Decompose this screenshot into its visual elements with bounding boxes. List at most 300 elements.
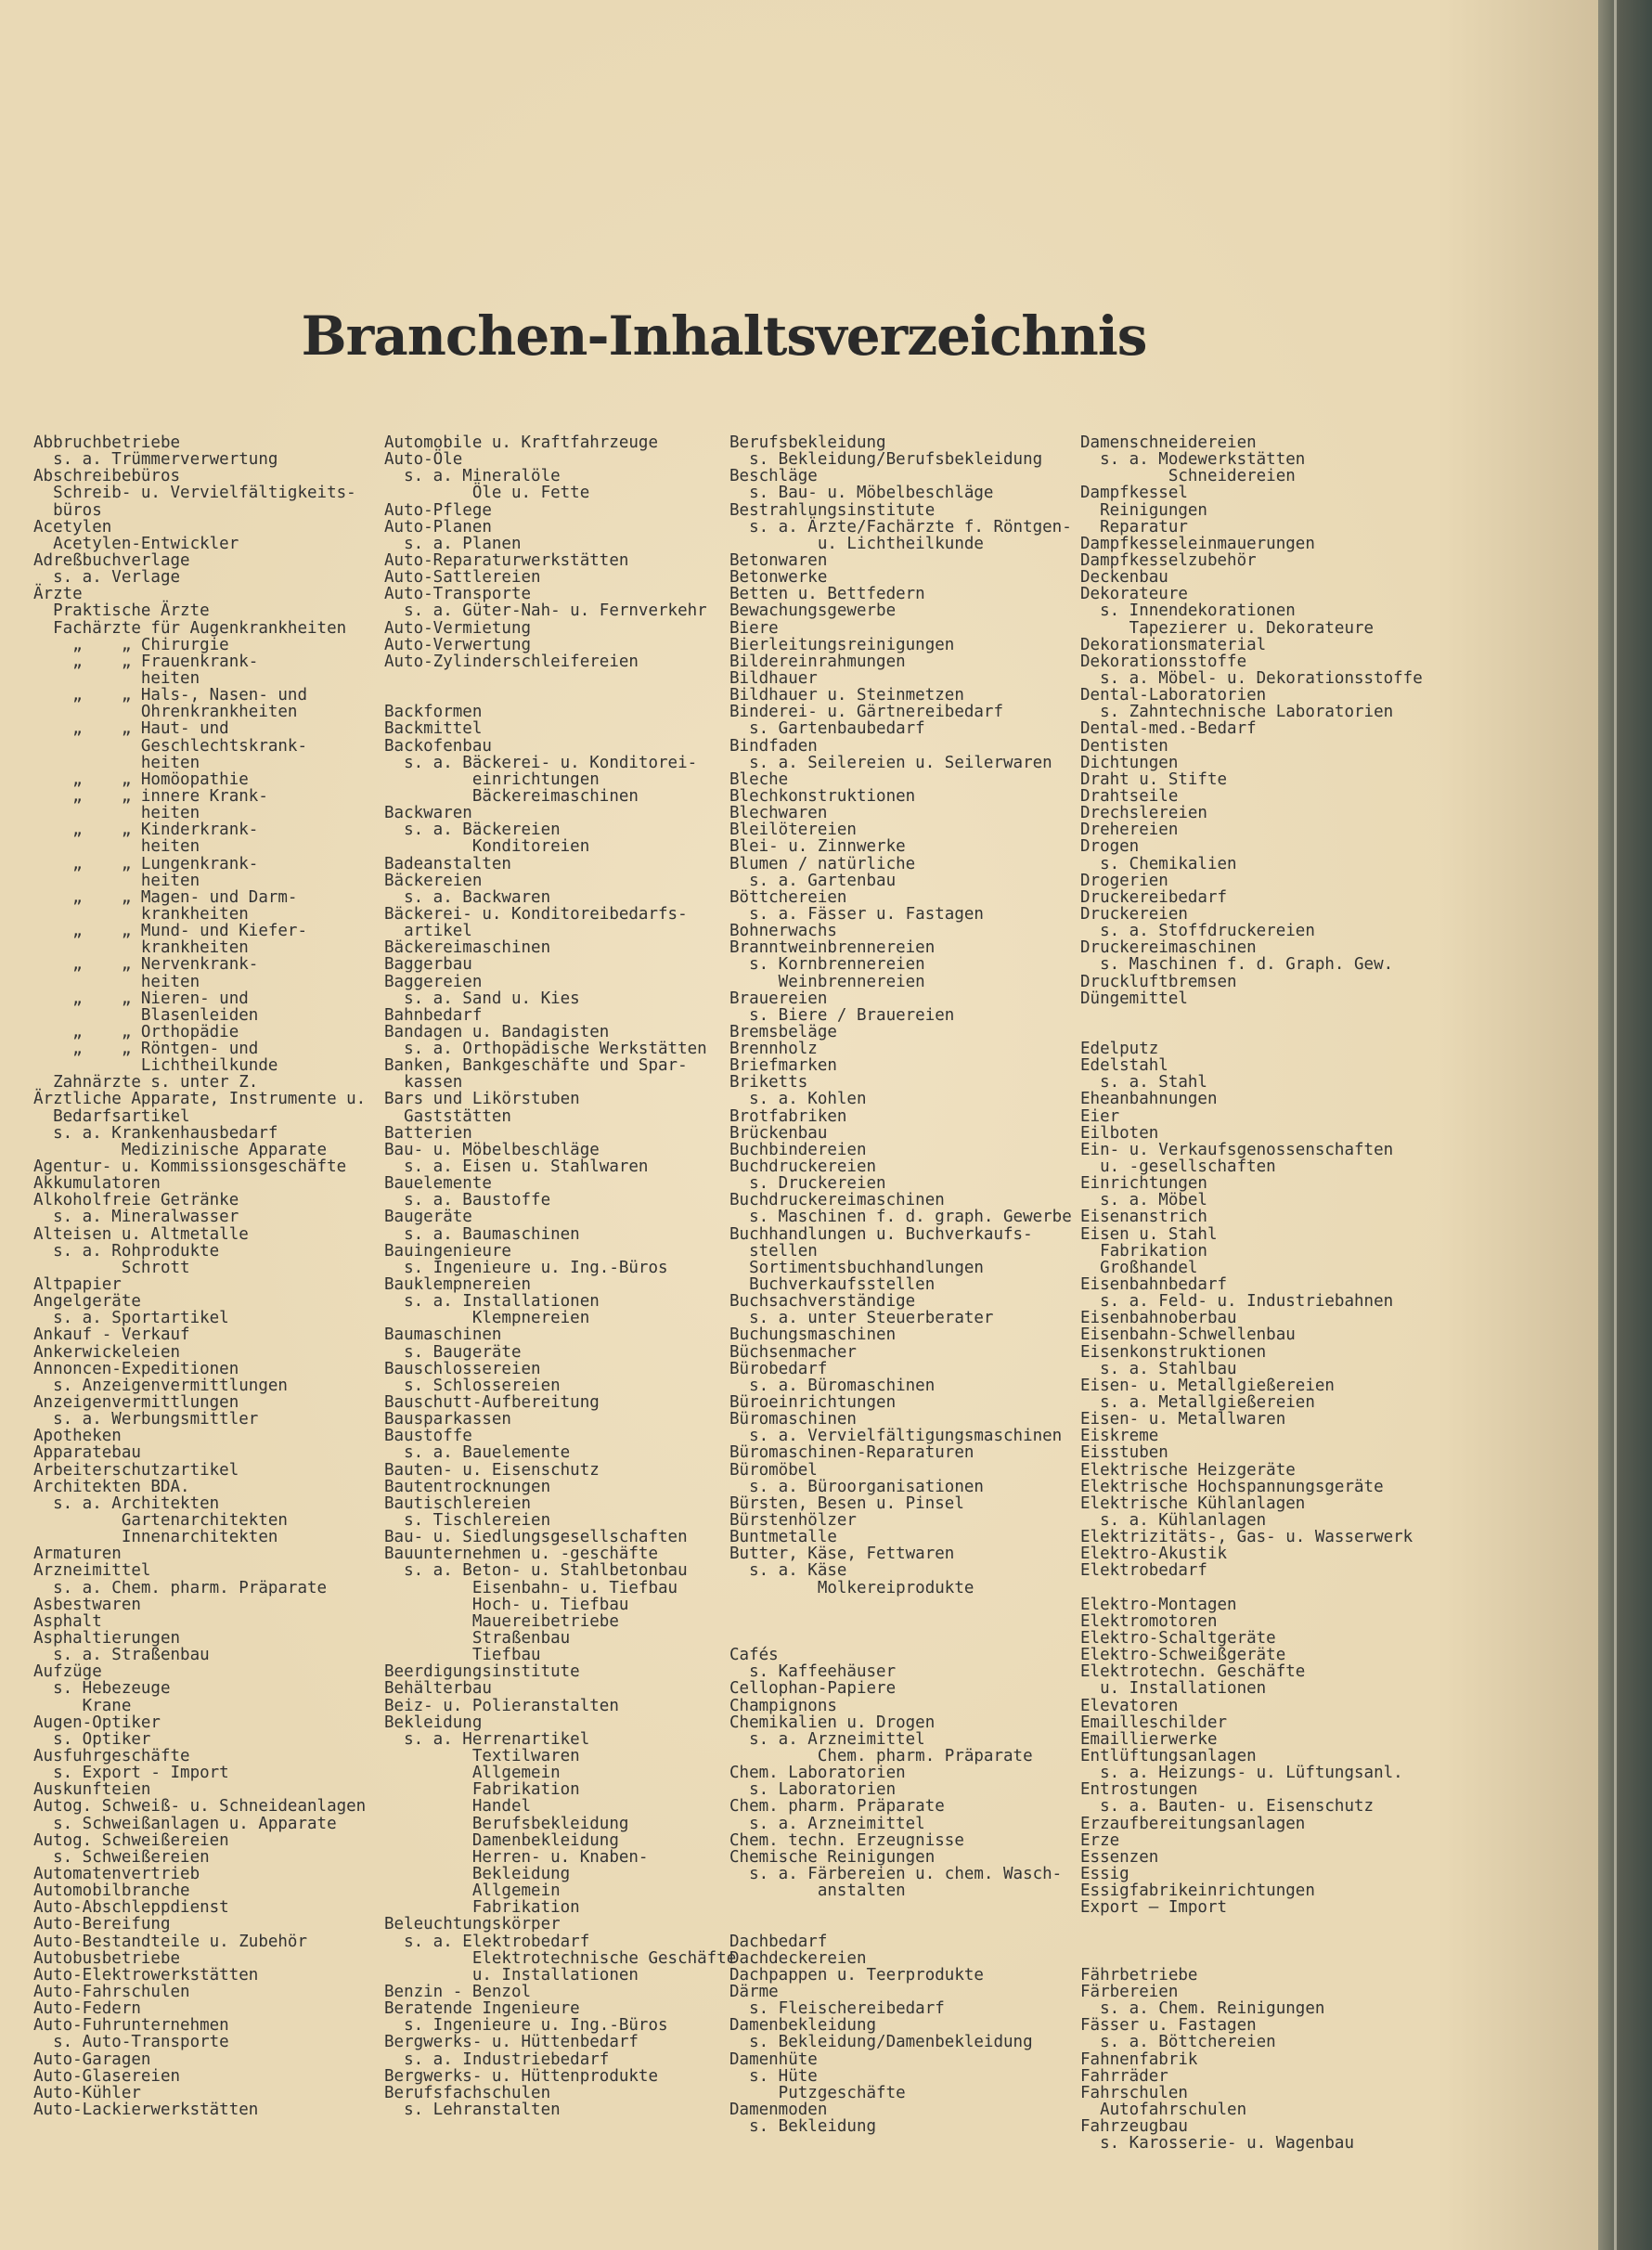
index-entry: s. Schlossereien [384, 1376, 561, 1395]
index-entry: Elektrobedarf [1080, 1561, 1207, 1581]
index-entry: Buntmetalle [729, 1528, 837, 1547]
index-entry: Beiz- u. Polieranstalten [384, 1696, 619, 1715]
index-entry: heiten [33, 753, 200, 772]
index-entry: Bürobedarf [729, 1359, 828, 1378]
index-entry: Elektromotoren [1080, 1611, 1218, 1631]
index-entry [729, 1630, 1072, 1647]
index-entry: Auto-Kühler [33, 2083, 141, 2102]
index-entry: Büromöbel [729, 1460, 818, 1480]
index-entry: s. Kornbrennereien [729, 955, 925, 975]
index-entry: Auto-Pflege [384, 500, 492, 520]
index-entry: Molkereiprodukte [729, 1578, 974, 1597]
index-entry: Berufsbekleidung [384, 1814, 629, 1833]
index-entry: Bau- u. Möbelbeschläge [384, 1140, 600, 1159]
index-entry: Düngemittel [1080, 989, 1188, 1008]
index-entry: Blei- u. Zinnwerke [729, 837, 906, 857]
index-entry: Bäckerei- u. Konditoreibedarfs- [384, 904, 688, 924]
index-entry: Baugeräte [384, 1208, 472, 1227]
index-entry: Altpapier [33, 1275, 122, 1295]
index-entry: s. Zahntechnische Laboratorien [1080, 703, 1394, 722]
index-entry: Chemikalien u. Drogen [729, 1713, 936, 1732]
index-entry: Dachpappen u. Teerprodukte [729, 1965, 984, 1985]
index-entry: Champignons [729, 1696, 837, 1715]
index-entry: Aufzüge [33, 1662, 102, 1682]
index-entry: s. a. Elektrobedarf [384, 1932, 590, 1951]
index-entry: „ „ Frauenkrank- [33, 652, 259, 671]
index-entry: Klempnereien [384, 1309, 590, 1328]
index-entry: Eisen- u. Metallwaren [1080, 1410, 1286, 1429]
index-entry: Herren- u. Knaben- [384, 1847, 649, 1867]
index-entry: s. a. Mineralwasser [33, 1208, 239, 1227]
index-entry: „ „ Lungenkrank- [33, 854, 259, 873]
index-entry: Blumen / natürliche [729, 854, 916, 873]
index-entry: s. a. Baustoffe [384, 1191, 551, 1210]
index-entry: Drechslereien [1080, 804, 1207, 823]
index-entry: Buchdruckereimaschinen [729, 1191, 945, 1210]
index-column-4 [1080, 434, 1423, 2152]
index-entry: Elektro-Schweißgeräte [1080, 1646, 1286, 1665]
index-entry: Fahrschulen [1080, 2083, 1188, 2102]
index-entry: Bindfaden [729, 736, 818, 756]
index-entry: Automobilbranche [33, 1881, 190, 1901]
index-entry: s. a. Fässer u. Fastagen [729, 904, 984, 924]
index-entry: u. Installationen [384, 1965, 639, 1985]
index-entry: Briketts [729, 1073, 808, 1093]
index-entry: s. a. Heizungs- u. Lüftungsanl. [1080, 1764, 1403, 1783]
index-entry: s. a. Baumaschinen [384, 1224, 580, 1244]
index-entry: Autog. Schweiß- u. Schneideanlagen [33, 1797, 367, 1817]
index-entry: Därme [729, 1982, 779, 2001]
index-entry: Damenbekleidung [384, 1830, 619, 1850]
index-entry: Emailleschilder [1080, 1713, 1228, 1732]
index-entry: Anzeigenvermittlungen [33, 1393, 239, 1413]
index-entry: Elektrizitäts-, Gas- u. Wasserwerk [1080, 1528, 1413, 1547]
index-entry: Bauunternehmen u. -geschäfte [384, 1545, 659, 1564]
index-entry: Bergwerks- u. Hüttenbedarf [384, 2033, 639, 2052]
index-entry: s. Maschinen f. d. Graph. Gew. [1080, 955, 1394, 975]
index-entry: Dampfkesseleinmauerungen [1080, 534, 1315, 553]
index-entry: Eiskreme [1080, 1427, 1159, 1446]
index-entry: Geschlechtskrank- [33, 736, 308, 756]
index-entry: Praktische Ärzte [33, 601, 210, 621]
index-entry: Elektrische Kühlanlagen [1080, 1494, 1306, 1513]
index-entry: s. Fleischereibedarf [729, 1999, 945, 2019]
index-entry: Ein- u. Verkaufsgenossenschaften [1080, 1140, 1394, 1159]
index-entry: s. Kaffeehäuser [729, 1662, 897, 1682]
index-entry: Gaststätten [384, 1106, 511, 1126]
index-entry: Putzgeschäfte [729, 2083, 906, 2102]
index-entry: Büromaschinen [729, 1410, 857, 1429]
index-entry: heiten [33, 871, 200, 890]
index-entry: Auto-Verwertung [384, 635, 532, 654]
index-entry: Schreib- u. Vervielfältigkeits- [33, 484, 356, 503]
index-entry: heiten [33, 837, 200, 857]
index-entry: Ausfuhrgeschäfte [33, 1746, 190, 1765]
index-entry: Krane [33, 1696, 132, 1715]
index-entry: Bau- u. Siedlungsgesellschaften [384, 1528, 688, 1547]
index-entry: s. Tischlereien [384, 1511, 551, 1530]
index-entry: Damenmoden [729, 2100, 828, 2119]
index-entry: Damenschneidereien [1080, 433, 1257, 452]
index-entry: Emaillierwerke [1080, 1729, 1218, 1749]
index-entry: Dental-Laboratorien [1080, 686, 1267, 705]
index-entry: Buchdruckereien [729, 1157, 877, 1177]
index-entry: Erzaufbereitungsanlagen [1080, 1814, 1306, 1833]
index-entry: u. Installationen [1080, 1679, 1267, 1699]
index-entry: Apotheken [33, 1427, 122, 1446]
index-entry: Dekorateure [1080, 585, 1188, 604]
index-entry [1080, 1580, 1423, 1597]
index-entry: s. a. Büroorganisationen [729, 1477, 984, 1496]
index-entry: Elektrische Heizgeräte [1080, 1460, 1296, 1480]
index-entry: Eisenanstrich [1080, 1208, 1207, 1227]
index-entry [729, 1597, 1072, 1613]
index-entry: Bausparkassen [384, 1410, 511, 1429]
index-entry: Eier [1080, 1106, 1120, 1126]
index-entry: s. Bekleidung/Damenbekleidung [729, 2033, 1033, 2052]
index-entry: s. Gartenbaubedarf [729, 719, 925, 739]
index-entry: s. a. Färbereien u. chem. Wasch- [729, 1864, 1063, 1883]
index-entry: Behälterbau [384, 1679, 492, 1699]
index-entry [1080, 1024, 1423, 1041]
index-entry: Deckenbau [1080, 568, 1168, 588]
index-entry: Bauelemente [384, 1174, 492, 1194]
index-entry: Mauereibetriebe [384, 1611, 619, 1631]
index-entry: Fahnenfabrik [1080, 2050, 1198, 2069]
index-entry: Blechwaren [729, 804, 828, 823]
index-entry: Beleuchtungskörper [384, 1915, 561, 1934]
index-entry: Handel [384, 1797, 532, 1817]
index-entry: Auto-Lackierwerkstätten [33, 2100, 259, 2119]
index-entry: Eisstuben [1080, 1443, 1168, 1463]
index-entry: Bauklempnereien [384, 1275, 532, 1295]
index-entry: Auto-Vermietung [384, 618, 532, 638]
index-entry: Chem. techn. Erzeugnisse [729, 1830, 964, 1850]
index-entry [729, 1899, 1072, 1916]
index-entry: „ „ Mund- und Kiefer- [33, 922, 308, 941]
index-entry: Arbeiterschutzartikel [33, 1460, 239, 1480]
index-entry: Eisenbahn- u. Tiefbau [384, 1578, 678, 1597]
index-entry: Essig [1080, 1864, 1129, 1883]
index-entry: Drogen [1080, 837, 1140, 857]
index-entry: Auto-Abschleppdienst [33, 1898, 229, 1918]
index-entry: Fabrikation [384, 1898, 580, 1918]
index-entry: s. Anzeigenvermittlungen [33, 1376, 288, 1395]
book-edge [1598, 0, 1652, 2250]
index-entry: Drehereien [1080, 821, 1179, 840]
index-entry: s. a. Straßenbau [33, 1646, 210, 1665]
index-entry: Blasenleiden [33, 1005, 259, 1025]
index-entry: s. Lehranstalten [384, 2100, 561, 2119]
index-entry: s. a. Verlage [33, 568, 181, 588]
index-entry: „ „ innere Krank- [33, 786, 268, 806]
index-entry: Ankerwickeleien [33, 1342, 181, 1362]
index-entry: Bleilötereien [729, 821, 857, 840]
index-entry: Bleche [729, 769, 789, 789]
index-entry [1080, 1007, 1423, 1024]
index-entry: Chem. Laboratorien [729, 1764, 906, 1783]
index-entry: Straßenbau [384, 1628, 571, 1648]
index-entry: Buchungsmaschinen [729, 1325, 897, 1345]
index-entry: s. a. Metallgießereien [1080, 1393, 1315, 1413]
page-title: Branchen-Inhaltsverzeichnis [301, 304, 1147, 368]
index-entry: Automobile u. Kraftfahrzeuge [384, 433, 659, 452]
index-entry: Auto-Federn [33, 1999, 141, 2019]
index-entry: Betonwaren [729, 550, 828, 570]
index-entry: s. Auto-Transporte [33, 2033, 229, 2052]
index-entry: Lichtheilkunde [33, 1056, 278, 1076]
index-entry: Chem. pharm. Präparate [729, 1797, 945, 1817]
index-entry: Innenarchitekten [33, 1528, 278, 1547]
index-entry: Auto-Transporte [384, 585, 532, 604]
index-entry: Konditoreien [384, 837, 590, 857]
index-entry: Backwaren [384, 804, 472, 823]
index-entry: Asphaltierungen [33, 1628, 181, 1648]
index-entry: s. Export - Import [33, 1764, 229, 1783]
index-entry: s. a. Bauten- u. Eisenschutz [1080, 1797, 1375, 1817]
index-entry: Gartenarchitekten [33, 1511, 288, 1530]
index-entry: Druckereimaschinen [1080, 938, 1257, 958]
index-entry [1080, 1916, 1423, 1933]
index-entry: u. Lichtheilkunde [729, 534, 984, 553]
index-entry: Tapezierer u. Dekorateure [1080, 618, 1375, 638]
index-entry: Elektrische Hochspannungsgeräte [1080, 1477, 1384, 1496]
index-entry: Damenbekleidung [729, 2016, 877, 2036]
index-entry: Drahtseile [1080, 786, 1179, 806]
index-entry: Erze [1080, 1830, 1120, 1850]
index-entry: Drogerien [1080, 871, 1168, 890]
index-entry: s. Maschinen f. d. graph. Gewerbe [729, 1208, 1072, 1227]
index-entry: s. a. Bäckerei- u. Konditorei- [384, 753, 698, 772]
index-entry: Auto-Bereifung [33, 1915, 171, 1934]
index-entry: artikel [384, 922, 472, 941]
index-entry: Fachärzte für Augenkrankheiten [33, 618, 347, 638]
index-entry: Ärztliche Apparate, Instrumente u. [33, 1090, 367, 1109]
index-entry: Textilwaren [384, 1746, 580, 1765]
index-entry: Hoch- u. Tiefbau [384, 1595, 629, 1614]
index-entry: s. a. Güter-Nah- u. Fernverkehr [384, 601, 707, 621]
index-entry: Buchbindereien [729, 1140, 867, 1159]
index-entry: Cafés [729, 1646, 779, 1665]
index-entry: Buchsachverständige [729, 1292, 916, 1312]
index-entry: s. a. Krankenhausbedarf [33, 1123, 278, 1143]
index-entry: Weinbrennereien [729, 972, 925, 991]
index-entry: s. Optiker [33, 1729, 151, 1749]
index-entry: s. Hebezeuge [33, 1679, 171, 1699]
index-entry: s. a. Trümmerverwertung [33, 450, 278, 470]
index-entry: s. a. Mineralöle [384, 467, 561, 486]
index-entry: Bestrahlungsinstitute [729, 500, 936, 520]
index-entry: Elektro-Montagen [1080, 1595, 1237, 1614]
index-entry: Einrichtungen [1080, 1174, 1207, 1194]
index-entry: Autobusbetriebe [33, 1948, 181, 1968]
index-entry: s. a. Modewerkstätten [1080, 450, 1306, 470]
index-entry: Brotfabriken [729, 1106, 847, 1126]
index-entry: Bürsten, Besen u. Pinsel [729, 1494, 964, 1513]
index-entry [729, 1916, 1072, 1933]
index-entry: Eisenbahnbedarf [1080, 1275, 1228, 1295]
index-entry: s. a. Sand u. Kies [384, 989, 580, 1008]
index-entry: Branntweinbrennereien [729, 938, 936, 958]
index-entry: s. a. Planen [384, 534, 522, 553]
index-entry: Dekorationsmaterial [1080, 635, 1267, 654]
index-entry: Baggerbau [384, 955, 472, 975]
index-entry: Auto-Öle [384, 450, 463, 470]
index-entry: „ „ Chirurgie [33, 635, 229, 654]
index-entry: s. Laboratorien [729, 1780, 897, 1800]
index-entry: Baumaschinen [384, 1325, 502, 1345]
index-entry: Eisenbahn-Schwellenbau [1080, 1325, 1296, 1345]
index-entry: „ „ Nieren- und [33, 989, 249, 1008]
index-entry: Bäckereien [384, 871, 483, 890]
index-entry: stellen [729, 1241, 818, 1261]
index-entry: Beschläge [729, 467, 818, 486]
index-entry: Autog. Schweißereien [33, 1830, 229, 1850]
index-entry: Bremsbeläge [729, 1022, 837, 1041]
index-entry: Bierleitungsreinigungen [729, 635, 955, 654]
index-entry: Allgemein [384, 1881, 561, 1901]
index-entry: Auto-Fahrschulen [33, 1982, 190, 2001]
index-entry: Eisenbahnoberbau [1080, 1309, 1237, 1328]
index-entry: s. a. Beton- u. Stahlbetonbau [384, 1561, 688, 1581]
index-entry: Auto-Zylinderschleifereien [384, 652, 639, 671]
index-entry: Sortimentsbuchhandlungen [729, 1258, 984, 1277]
index-entry: s. a. Kohlen [729, 1090, 867, 1109]
index-entry: Butter, Käse, Fettwaren [729, 1545, 955, 1564]
index-entry: Bildhauer u. Steinmetzen [729, 686, 964, 705]
index-entry: Betten u. Bettfedern [729, 585, 925, 604]
index-entry: s. Druckereien [729, 1174, 886, 1194]
index-entry: Edelstahl [1080, 1056, 1168, 1076]
index-entry: s. a. Vervielfältigungsmaschinen [729, 1427, 1063, 1446]
index-entry: Acetylen-Entwickler [33, 534, 239, 553]
index-entry: Bohnerwachs [729, 922, 837, 941]
index-entry: „ „ Orthopädie [33, 1022, 239, 1041]
index-entry: Export — Import [1080, 1898, 1228, 1918]
index-entry: s. Biere / Brauereien [729, 1005, 955, 1025]
index-entry: Dachdeckereien [729, 1948, 867, 1968]
index-entry: s. Hüte [729, 2066, 818, 2086]
index-entry: Bautischlereien [384, 1494, 532, 1513]
index-entry [1080, 1933, 1423, 1950]
index-entry: Dampfkesselzubehör [1080, 550, 1257, 570]
index-entry: s. Innendekorationen [1080, 601, 1296, 621]
index-entry: heiten [33, 668, 200, 688]
index-entry: Baggereien [384, 972, 483, 991]
index-entry: s. a. Orthopädische Werkstätten [384, 1040, 707, 1059]
index-entry: Alteisen u. Altmetalle [33, 1224, 249, 1244]
index-entry: Bars und Likörstuben [384, 1090, 580, 1109]
index-entry: Eisen- u. Metallgießereien [1080, 1376, 1335, 1395]
index-entry: einrichtungen [384, 769, 600, 789]
index-entry: Elektrotechnische Geschäfte [384, 1948, 737, 1968]
index-entry: Schneidereien [1080, 467, 1296, 486]
index-entry: Auto-Fuhrunternehmen [33, 2016, 229, 2036]
index-entry: Schrott [33, 1258, 190, 1277]
index-entry: s. Schweißereien [33, 1847, 210, 1867]
index-entry: Fährbetriebe [1080, 1965, 1198, 1985]
index-entry: Allgemein [384, 1764, 561, 1783]
index-entry: „ „ Nervenkrank- [33, 955, 259, 975]
index-entry: Druckluftbremsen [1080, 972, 1237, 991]
index-entry: Bandagen u. Bandagisten [384, 1022, 610, 1041]
index-entry: Reparatur [1080, 517, 1188, 537]
index-entry: Batterien [384, 1123, 472, 1143]
index-entry: Fabrikation [1080, 1241, 1207, 1261]
index-entry: Eisenkonstruktionen [1080, 1342, 1267, 1362]
index-entry: Fässer u. Fastagen [1080, 2016, 1257, 2036]
index-entry: „ „ Homöopathie [33, 769, 249, 789]
index-entry: Eheanbahnungen [1080, 1090, 1218, 1109]
index-entry: Fahrzeugbau [1080, 2117, 1188, 2137]
index-entry: s. a. unter Steuerberater [729, 1309, 994, 1328]
index-entry: „ „ Röntgen- und [33, 1040, 259, 1059]
index-entry: Berufsbekleidung [729, 433, 886, 452]
index-entry: Asphalt [33, 1611, 102, 1631]
index-entry: Bildhauer [729, 668, 818, 688]
index-entry: Backmittel [384, 719, 483, 739]
index-entry: Dichtungen [1080, 753, 1179, 772]
index-entry: Zahnärzte s. unter Z. [33, 1073, 259, 1093]
index-entry: Adreßbuchverlage [33, 550, 190, 570]
index-entry: Badeanstalten [384, 854, 511, 873]
index-entry: Blechkonstruktionen [729, 786, 916, 806]
index-entry: Buchhandlungen u. Buchverkaufs- [729, 1224, 1033, 1244]
index-entry: Brennholz [729, 1040, 818, 1059]
index-entry: Tiefbau [384, 1646, 541, 1665]
index-entry: s. a. Bauelemente [384, 1443, 571, 1463]
index-entry: s. a. Käse [729, 1561, 847, 1581]
index-entry: Beerdigungsinstitute [384, 1662, 580, 1682]
index-entry: Baustoffe [384, 1427, 472, 1446]
index-entry: s. a. Bäckereien [384, 821, 561, 840]
index-entry: s. a. Ärzte/Fachärzte f. Röntgen- [729, 517, 1072, 537]
index-entry: Druckereibedarf [1080, 887, 1228, 907]
index-entry: Augen-Optiker [33, 1713, 161, 1732]
index-entry: Abbruchbetriebe [33, 433, 181, 452]
index-entry: Elevatoren [1080, 1696, 1179, 1715]
index-entry: Dachbedarf [729, 1932, 828, 1951]
index-entry: s. a. Arzneimittel [729, 1729, 925, 1749]
index-entry: Binderei- u. Gärtnereibedarf [729, 703, 1004, 722]
index-entry: Medizinische Apparate [33, 1140, 328, 1159]
index-entry: Chem. pharm. Präparate [729, 1746, 1033, 1765]
index-entry: Berufsfachschulen [384, 2083, 551, 2102]
index-entry: s. a. Stoffdruckereien [1080, 922, 1315, 941]
book-edge-line [1614, 0, 1617, 2250]
index-entry: Elektro-Akustik [1080, 1545, 1228, 1564]
index-entry: s. Bau- u. Möbelbeschläge [729, 484, 994, 503]
index-entry: Auto-Garagen [33, 2050, 151, 2069]
index-entry: Bautentrocknungen [384, 1477, 551, 1496]
index-entry: Büromaschinen-Reparaturen [729, 1443, 974, 1463]
index-entry: Arzneimittel [33, 1561, 151, 1581]
index-entry: Brauereien [729, 989, 828, 1008]
index-entry: Essenzen [1080, 1847, 1159, 1867]
index-entry: Angelgeräte [33, 1292, 141, 1312]
index-entry: heiten [33, 804, 200, 823]
index-entry: Auskunfteien [33, 1780, 151, 1800]
index-entry [384, 670, 736, 687]
index-entry: s. a. Seilereien u. Seilerwaren [729, 753, 1052, 772]
index-entry: s. a. Möbel [1080, 1191, 1207, 1210]
index-entry: Dampfkessel [1080, 484, 1188, 503]
index-entry: Beratende Ingenieure [384, 1999, 580, 2019]
index-entry: s. Karosserie- u. Wagenbau [1080, 2134, 1355, 2153]
index-entry: „ „ Kinderkrank- [33, 821, 259, 840]
index-column-2 [384, 434, 736, 2118]
index-entry: s. a. Werbungsmittler [33, 1410, 259, 1429]
